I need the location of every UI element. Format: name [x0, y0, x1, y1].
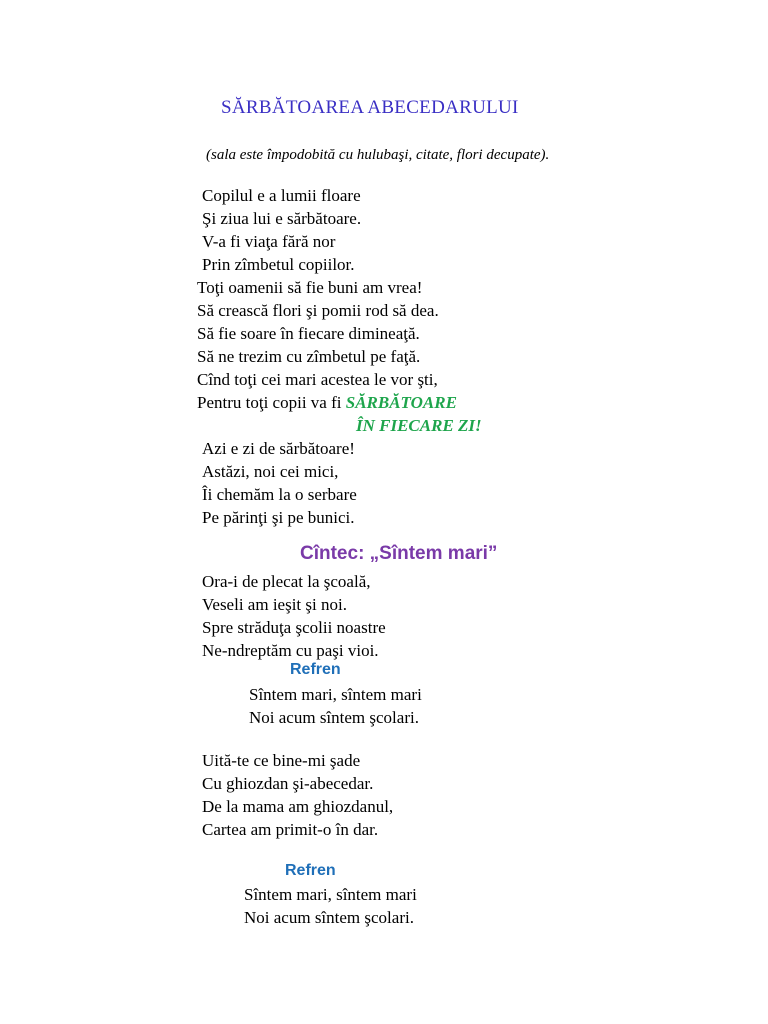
refren-label: Refren: [285, 862, 336, 879]
song-line: Ne-ndreptăm cu paşi vioi.: [202, 641, 379, 660]
poem-line: Să fie soare în fiecare dimineaţă.: [197, 324, 420, 343]
poem-line: Copilul e a lumii floare: [202, 186, 361, 205]
song-line: Cu ghiozdan şi-abecedar.: [202, 774, 374, 793]
poem-line: Şi ziua lui e sărbătoare.: [202, 209, 362, 228]
poem-line: Să ne trezim cu zîmbetul pe faţă.: [197, 347, 421, 366]
poem-line: Să crească flori şi pomii rod să dea.: [197, 301, 439, 320]
poem-line: Toţi oamenii să fie buni am vrea!: [197, 278, 423, 297]
song-line: Cartea am primit-o în dar.: [202, 820, 379, 839]
poem-line: Pe părinţi şi pe bunici.: [202, 508, 355, 527]
refren-line: Noi acum sîntem şcolari.: [249, 708, 419, 727]
poem-line: Azi e zi de sărbătoare!: [202, 439, 355, 458]
highlight-in-fiecare-zi: ÎN FIECARE ZI!: [356, 416, 482, 435]
page-title: SĂRBĂTOAREA ABECEDARULUI: [221, 97, 519, 118]
poem-line-text: Pentru toţi copii va fi: [197, 393, 346, 412]
refren-label: Refren: [290, 661, 341, 678]
poem-line: Îi chemăm la o serbare: [202, 485, 357, 504]
poem-line: Prin zîmbetul copiilor.: [202, 255, 355, 274]
poem-line: [197, 394, 457, 411]
refren-line: Sîntem mari, sîntem mari: [244, 885, 417, 904]
highlight-sarbatoare: SĂRBĂTOARE: [345, 393, 457, 412]
poem-line: V-a fi viaţa fără nor: [202, 232, 336, 251]
stage-direction: (sala este împodobită cu hulubaşi, citate, flori decupate).: [206, 147, 550, 163]
song-title: Cîntec: „Sîntem mari”: [300, 543, 498, 564]
refren-line: Noi acum sîntem şcolari.: [244, 908, 414, 927]
song-line: De la mama am ghiozdanul,: [202, 797, 394, 816]
poem-line: Astăzi, noi cei mici,: [202, 462, 339, 481]
song-line: Spre străduţa şcolii noastre: [202, 618, 386, 637]
refren-line: Sîntem mari, sîntem mari: [249, 685, 422, 704]
poem-line: Cînd toţi cei mari acestea le vor şti,: [197, 370, 438, 389]
song-line: Ora-i de plecat la şcoală,: [202, 572, 371, 591]
song-line: Uită-te ce bine-mi şade: [202, 751, 361, 770]
song-line: Veseli am ieşit şi noi.: [202, 595, 347, 614]
